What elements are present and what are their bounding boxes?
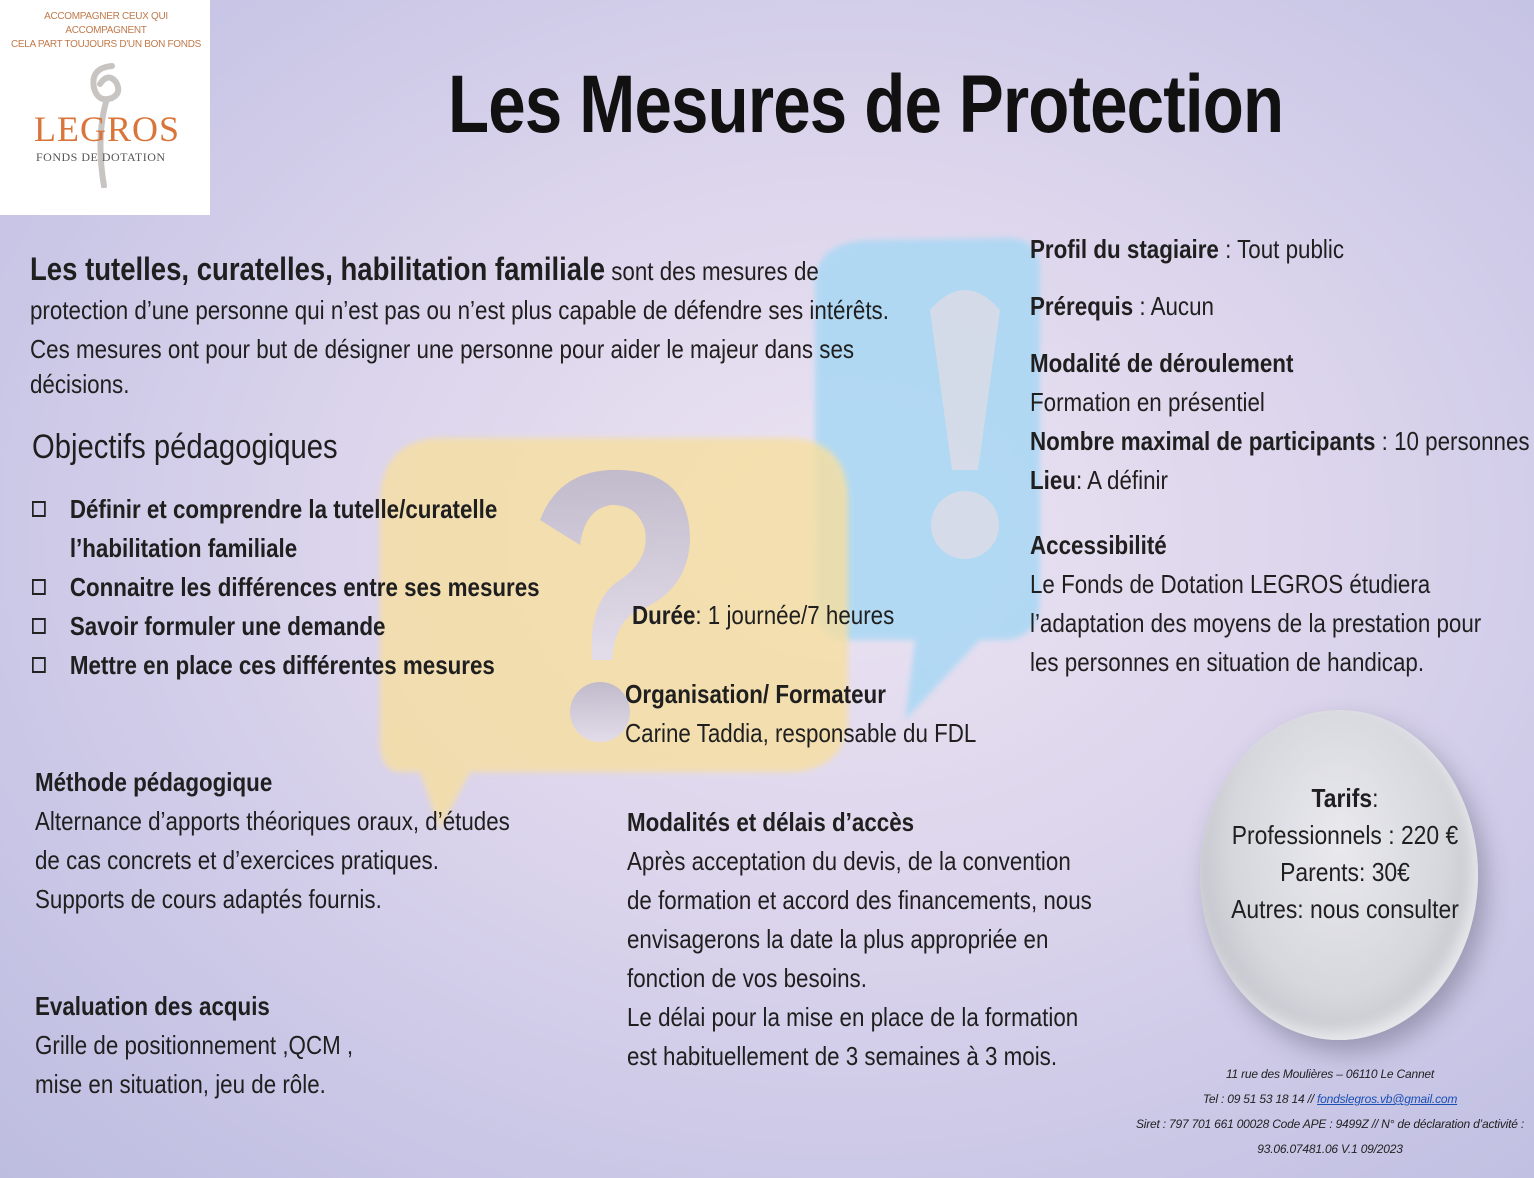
evaluation-line: Grille de positionnement ,QCM , [35, 1030, 354, 1060]
accessibilite-label: Accessibilité [1030, 530, 1167, 560]
modalite-value: Formation en présentiel [1030, 387, 1265, 417]
footer-contact [1130, 1062, 1530, 1162]
organisation-section [625, 675, 976, 753]
footer-tel: Tel : 09 51 53 18 14 // [1202, 1092, 1318, 1106]
logo-subtitle: FONDS DE DOTATION [36, 150, 166, 164]
methode-section [35, 763, 510, 919]
accessibilite-line: l’adaptation des moyens de la prestation pour [1030, 608, 1482, 638]
footer-address: 11 rue des Moulières – 06110 Le Cannet [1225, 1067, 1435, 1081]
intro-lead: Les tutelles, curatelles, habilitation familiale [30, 251, 606, 287]
tarif-professionnels: Professionnels : 220 € [1231, 820, 1459, 850]
tarifs-label: Tarifs [1311, 783, 1373, 813]
objective-3: Savoir formuler une demande [69, 611, 386, 641]
checkbox-bullet-icon [32, 579, 46, 595]
prerequis-row [1030, 287, 1530, 326]
participants-row [1030, 422, 1530, 461]
checkbox-bullet-icon [32, 618, 46, 634]
prerequis-label: Prérequis [1030, 291, 1134, 321]
tarif-parents: Parents: 30€ [1280, 857, 1410, 887]
evaluation-line: mise en situation, jeu de rôle. [35, 1069, 326, 1099]
profil-row [1030, 230, 1530, 269]
intro-paragraph [30, 250, 889, 399]
lieu-label: Lieu [1030, 465, 1076, 495]
intro-line-1: sont des mesures de [605, 256, 819, 286]
objectives-list [32, 490, 540, 685]
methode-line: de cas concrets et d’exercices pratiques. [35, 845, 439, 875]
organisation-value: Carine Taddia, responsable du FDL [625, 718, 977, 748]
modalites-line: envisagerons la date la plus appropriée en [627, 924, 1049, 954]
tarif-autres: Autres: nous consulter [1231, 894, 1459, 924]
participants-label: Nombre maximal de participants [1030, 426, 1376, 456]
logo-tagline-line-1: ACCOMPAGNER CEUX QUI ACCOMPAGNENT [44, 11, 168, 36]
lieu-row [1030, 461, 1530, 500]
intro-line-2: protection d’une personne qui n’est pas ou n’est plus capable de défendre ses intérêts. [30, 295, 889, 325]
duree-value: : 1 journée/7 heures [695, 600, 895, 630]
duree-label: Durée [632, 600, 696, 630]
intro-line-3: Ces mesures ont pour but de désigner une personne pour aider le majeur dans ses [30, 334, 855, 364]
profil-value: : Tout public [1218, 234, 1345, 264]
list-item [32, 607, 540, 646]
evaluation-label: Evaluation des acquis [35, 991, 270, 1021]
objective-4: Mettre en place ces différentes mesures [69, 650, 495, 680]
objective-2: Connaitre les différences entre ses mesures [69, 572, 540, 602]
right-info-column [1030, 230, 1530, 682]
modalites-line: est habituellement de 3 semaines à 3 mois. [627, 1041, 1058, 1071]
profil-label: Profil du stagiaire [1030, 234, 1219, 264]
modalites-line: fonction de vos besoins. [627, 963, 867, 993]
logo-tagline [6, 10, 206, 52]
accessibilite-line: Le Fonds de Dotation LEGROS étudiera [1030, 569, 1431, 599]
methode-line: Supports de cours adaptés fournis. [35, 884, 382, 914]
lieu-value: : A définir [1075, 465, 1168, 495]
evaluation-section [35, 987, 353, 1104]
modalites-line: de formation et accord des financements, nous [627, 885, 1092, 915]
modalites-line: Le délai pour la mise en place de la formation [627, 1002, 1079, 1032]
checkbox-bullet-icon [32, 657, 46, 673]
logo-tagline-line-2: CELA PART TOUJOURS D'UN BON FONDS [10, 39, 201, 50]
modalite-label: Modalité de déroulement [1030, 348, 1294, 378]
list-item [32, 568, 540, 607]
page-title: Les Mesures de Protection [448, 59, 1284, 150]
objective-1-line-2: l’habilitation familiale [69, 533, 298, 563]
logo-name: LEGROS [34, 109, 181, 149]
modalites-line: Après acceptation du devis, de la convention [627, 846, 1071, 876]
email-link[interactable]: fondslegros.vb@gmail.com [1317, 1092, 1458, 1106]
tarifs-text [1226, 780, 1464, 928]
methode-label: Méthode pédagogique [35, 767, 273, 797]
methode-line: Alternance d’apports théoriques oraux, d’études [35, 806, 510, 836]
intro-line-4: décisions. [30, 369, 130, 399]
participants-value: : 10 personnes [1375, 426, 1530, 456]
objectives-heading: Objectifs pédagogiques [32, 428, 338, 466]
modalites-label: Modalités et délais d’accès [627, 807, 915, 837]
duree-section [632, 596, 894, 635]
footer-siret: Siret : 797 701 661 00028 Code APE : 9499Z // N° de déclaration d’activité : [1135, 1117, 1525, 1131]
organisation-label: Organisation/ Formateur [625, 679, 886, 709]
list-item [32, 646, 540, 685]
list-item [32, 490, 540, 568]
objective-1-line-1: Définir et comprendre la tutelle/curatelle [69, 494, 498, 524]
footer-tel-row [1130, 1087, 1530, 1112]
checkbox-bullet-icon [32, 501, 46, 517]
footer-declaration: 93.06.07481.06 V.1 09/2023 [1257, 1142, 1403, 1156]
prerequis-value: : Aucun [1133, 291, 1214, 321]
modalites-section [627, 803, 1092, 1076]
accessibilite-line: les personnes en situation de handicap. [1030, 647, 1425, 677]
tarifs-colon: : [1372, 783, 1379, 813]
